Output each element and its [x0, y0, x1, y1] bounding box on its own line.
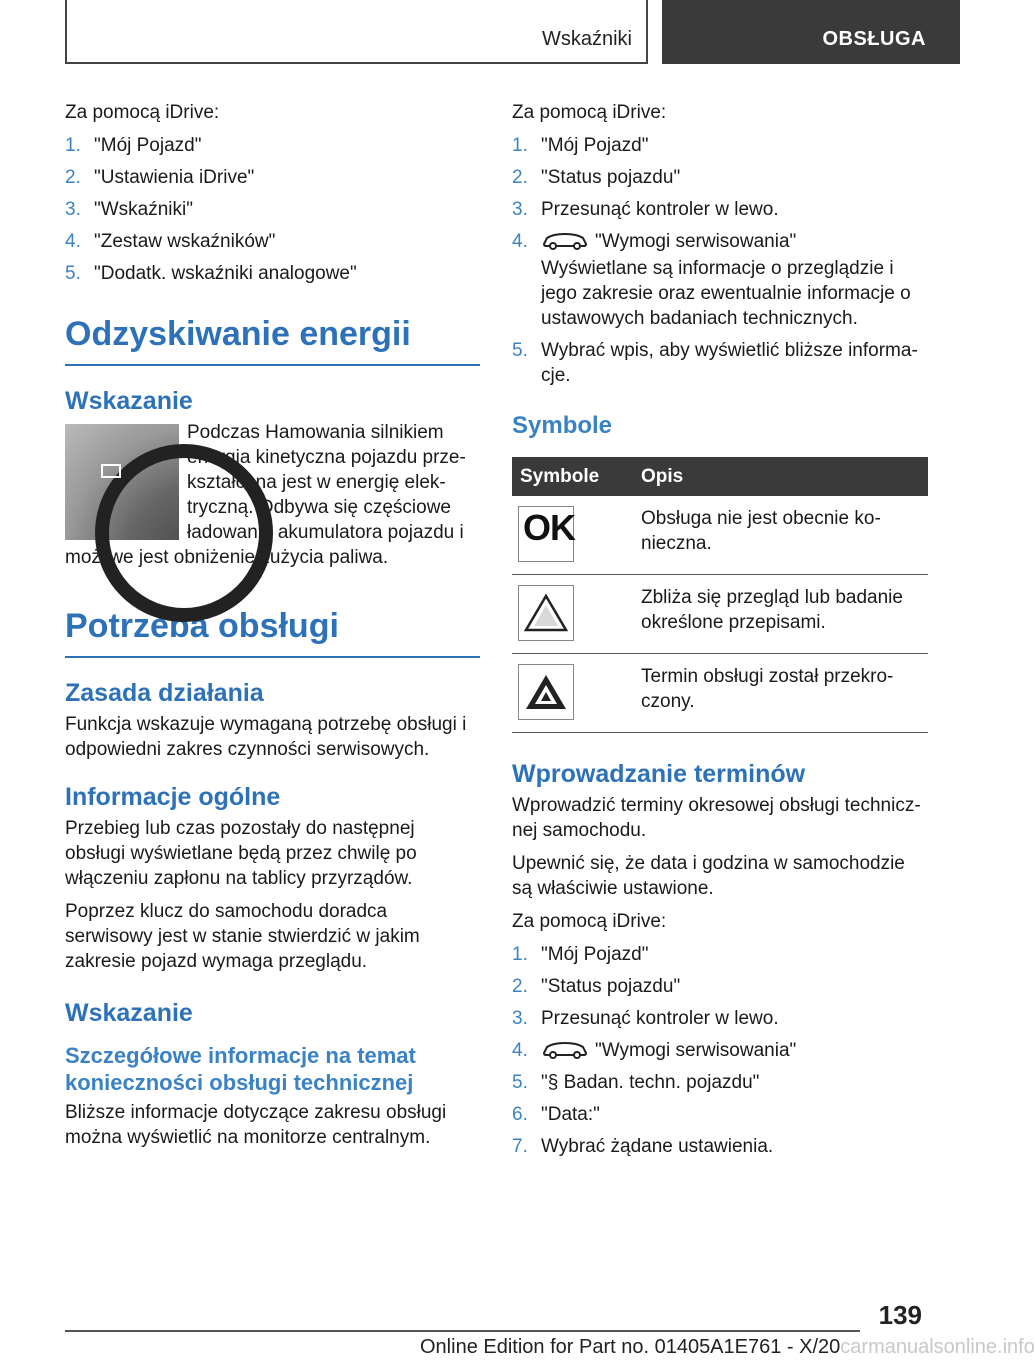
footer-edition [420, 1336, 1035, 1359]
step-number: 2. [512, 167, 528, 188]
list-item [65, 165, 480, 190]
car-service-icon [541, 230, 589, 250]
step-number: 4. [512, 231, 528, 252]
step-number: 1. [65, 135, 81, 156]
heading-symbols: Symbole [512, 412, 613, 439]
desc-cell: Termin obsługi został przekroczony. [633, 654, 928, 733]
list-item [512, 942, 928, 967]
gauge-ring [95, 444, 273, 622]
idrive-intro: Za pomocą iDrive: [65, 102, 220, 123]
step-text: Przesunąć kontroler w lewo. [541, 1008, 779, 1029]
desc-cell: Zbliża się przegląd lub badanie określone przepisami. [633, 575, 928, 654]
energy-text: Podczas Hamowania silnikiem energia kinetyczna pojazdu przekształcana jest w energię elektryczną. Odbywa się częściowe ładowanie akumulatora pojazdu i możliwe jest obniżenie zużycia paliwa. [65, 422, 466, 568]
list-item [512, 1070, 928, 1095]
symbol-cell [512, 654, 633, 733]
warning-triangle-filled-icon [518, 664, 574, 720]
chapter-tab-label: OBSŁUGA [822, 28, 926, 50]
list-item [512, 338, 928, 388]
step-number: 3. [512, 1008, 528, 1029]
idrive-steps-list-2 [512, 942, 928, 1159]
step-text: Przesunąć kontroler w lewo. [541, 199, 779, 220]
symbol-cell [512, 496, 633, 575]
list-item [512, 165, 928, 190]
step-text: "Status pojazdu" [541, 976, 681, 997]
heading-general-info: Informacje ogólne [65, 783, 281, 811]
col-desc-header: Opis [633, 457, 928, 496]
battery-icon [101, 464, 121, 478]
section-label: Wskaźniki [541, 28, 632, 50]
step-text: Wybrać wpis, aby wyświetlić bliższe informacje. [541, 340, 918, 386]
heading-display-2: Wskazanie [65, 999, 193, 1027]
heading-service-need: Potrzeba obsługi [65, 606, 480, 658]
dates-text-1: Wprowadzić terminy okresowej obsługi technicznej samochodu. [512, 795, 921, 841]
step-text: "Status pojazdu" [541, 167, 681, 188]
list-item [65, 261, 480, 286]
step-subtext: Wyświetlane są informacje o przeglądzie i jego zakresie oraz ewentualnie informacje o ustawowych badaniach technicznych. [541, 258, 911, 329]
edition-text: Online Edition for Part no. 01405A1E761 - X/20 [420, 1336, 841, 1358]
step-number: 7. [512, 1136, 528, 1157]
list-item [512, 1102, 928, 1127]
step-number: 2. [65, 167, 81, 188]
list-item [65, 229, 480, 254]
list-item [65, 197, 480, 222]
table-row [512, 496, 928, 575]
heading-service-detail: Szczegółowe informacje na temat konieczności obsługi technicznej [65, 1043, 416, 1095]
table-row [512, 654, 928, 733]
symbols-table [512, 457, 928, 733]
step-text: "Mój Pojazd" [541, 944, 649, 965]
desc-cell: Obsługa nie jest obecnie konieczna. [633, 496, 928, 575]
table-header-row [512, 457, 928, 496]
watermark: carmanualsonline.info [840, 1336, 1035, 1358]
list-item [512, 133, 928, 158]
step-text: "Data:" [541, 1104, 600, 1125]
step-text: "Wskaźniki" [94, 199, 193, 220]
step-text: "Wymogi serwisowania" [595, 1040, 797, 1061]
idrive-intro: Za pomocą iDrive: [512, 102, 667, 123]
heading-display: Wskazanie [65, 387, 193, 415]
heading-dates: Wprowadzanie terminów [512, 760, 806, 788]
step-text: "Zestaw wskaźników" [94, 231, 276, 252]
step-number: 4. [512, 1040, 528, 1061]
list-item [512, 1038, 928, 1063]
list-item [512, 197, 928, 222]
step-number: 3. [65, 199, 81, 220]
general-text-2: Poprzez klucz do samochodu doradca serwisowy jest w stanie stwierdzić w jakim zakresie pojazd wymaga przeglądu. [65, 901, 420, 972]
step-text: "Dodatk. wskaźniki analogowe" [94, 263, 357, 284]
general-text-1: Przebieg lub czas pozostały do następnej obsługi wyświetlane będą przez chwilę po włączeniu zapłonu na tablicy przyrządów. [65, 818, 417, 889]
energy-section [65, 420, 480, 570]
step-number: 2. [512, 976, 528, 997]
instrument-cluster-photo [65, 424, 179, 540]
right-column [512, 100, 928, 1166]
header-section-box [65, 0, 648, 64]
list-item [512, 974, 928, 999]
list-item [512, 1006, 928, 1031]
step-text: "Wymogi serwisowania" [595, 231, 797, 252]
step-number: 5. [512, 1072, 528, 1093]
chapter-tab [662, 0, 960, 64]
step-number: 3. [512, 199, 528, 220]
footer-divider [65, 1330, 860, 1332]
principle-text: Funkcja wskazuje wymaganą potrzebę obsługi i odpowiedni zakres czynności serwisowych. [65, 714, 467, 760]
heading-principle: Zasada działania [65, 679, 264, 707]
list-item [512, 229, 928, 331]
step-number: 1. [512, 135, 528, 156]
table-row [512, 575, 928, 654]
step-text: "Mój Pojazd" [94, 135, 202, 156]
list-item [65, 133, 480, 158]
list-item [512, 1134, 928, 1159]
step-number: 6. [512, 1104, 528, 1125]
idrive-steps-list [65, 133, 480, 286]
step-text: "Ustawienia iDrive" [94, 167, 255, 188]
heading-energy-recovery: Odzyskiwanie energii [65, 314, 480, 366]
left-column [65, 100, 480, 1150]
idrive-steps-list [512, 133, 928, 388]
dates-text-2: Upewnić się, że data i godzina w samochodzie są właściwie ustawione. [512, 853, 905, 899]
page-number: 139 [878, 1300, 922, 1330]
step-text: "Mój Pojazd" [541, 135, 649, 156]
step-number: 4. [65, 231, 81, 252]
step-number: 5. [65, 263, 81, 284]
ok-icon: OK [518, 506, 574, 562]
step-number: 1. [512, 944, 528, 965]
detail-text: Bliższe informacje dotyczące zakresu obsługi można wyświetlić na monitorze centralnym. [65, 1102, 447, 1148]
symbol-cell [512, 575, 633, 654]
col-symbol-header: Symbole [512, 457, 633, 496]
step-text: "§ Badan. techn. pojazdu" [541, 1072, 760, 1093]
warning-triangle-icon [518, 585, 574, 641]
car-service-icon [541, 1039, 589, 1059]
step-number: 5. [512, 340, 528, 361]
step-text: Wybrać żądane ustawienia. [541, 1136, 774, 1157]
idrive-intro-2: Za pomocą iDrive: [512, 911, 667, 932]
